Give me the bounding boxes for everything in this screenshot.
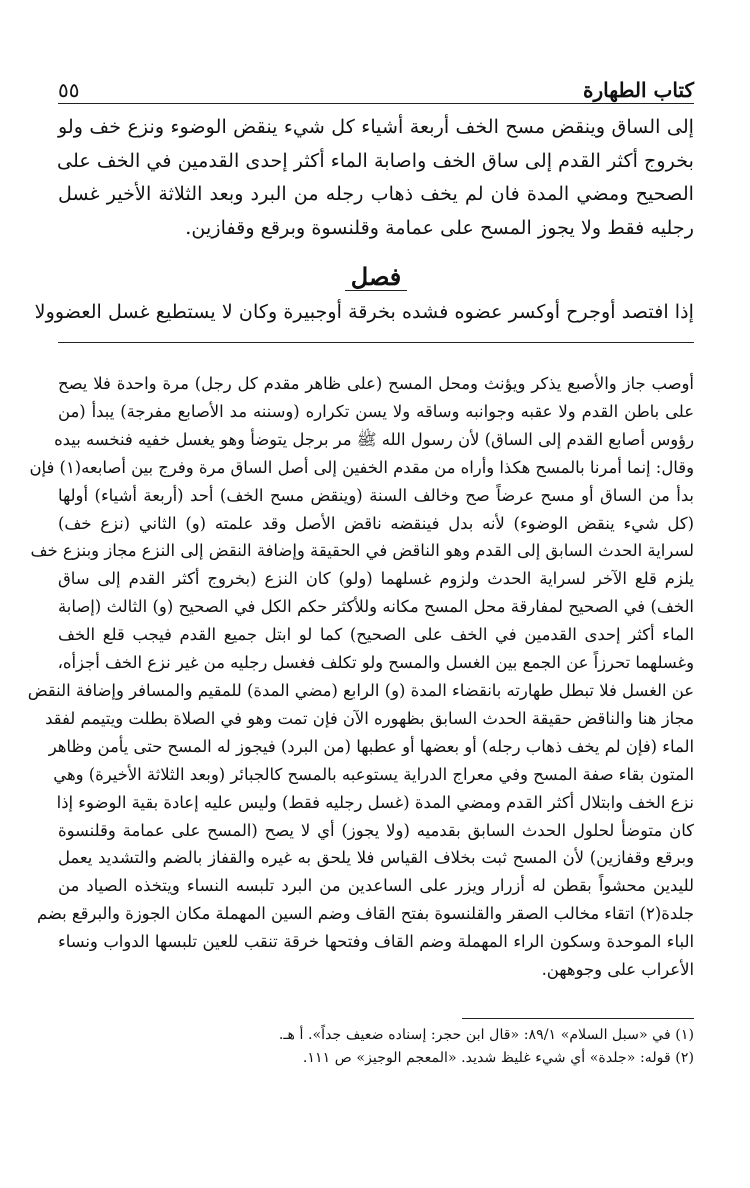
- sharh-line: عن الغسل فلا تبطل طهارته بانقضاء المدة (و) الرابع (مضي المدة) للمقيم والمسافر وإضافة النقض: [27, 680, 694, 700]
- sharh-text: [27, 370, 694, 984]
- footnote: (١) في «سبل السلام» ٨٩/١: «قال ابن حجر: إسناده ضعيف جداً». أ هـ.: [278, 1027, 694, 1043]
- sharh-line: مجاز هنا والناقض حقيقة الحدث السابق بظهوره الآن فإن تمت وهو في الصلاة بطلت ويتيمم لفقد: [45, 708, 694, 728]
- sharh-line: الأعراب على وجوههن.: [541, 960, 694, 980]
- sharh-line: كان متوضأ لحلول الحدث السابق بقدميه (ولا يجوز) أي لا يصح (المسح على عمامة وقلنسوة: [58, 820, 694, 840]
- matn-sharh-separator: [58, 342, 694, 343]
- matn-line: رجليه فقط ولا يجوز المسح على عمامة وقلنسوة وبرقع وقفازين.: [185, 215, 694, 239]
- sharh-line: يلزم قلع الآخر لسراية الحدث ولزوم غسلهما (ولو) كان النزع (بخروج أكثر القدم إلى ساق: [58, 569, 694, 589]
- footnote-rule: [462, 1018, 694, 1019]
- book-title: كتاب الطهارة: [583, 78, 694, 102]
- page-number: ٥٥: [58, 78, 80, 102]
- matn-line: الصحيح ومضي المدة فان لم يخف ذهاب رجله من البرد وبعد الثلاثة الأخير غسل: [58, 182, 694, 206]
- matn-line: إلى الساق وينقض مسح الخف أربعة أشياء كل شيء ينقض الوضوء ونزع خف ولو: [58, 115, 694, 138]
- sharh-line: المتون بقاء صفة المسح وفي معراج الدراية يستوعبه بالمسح كالجبائر (وبعد الثلاثة الأخيرة) وهي: [53, 764, 694, 784]
- sharh-line: الماء أكثر إحدى القدمين في الخف على الصحيح) كما لو ابتل جميع القدم فيجب قلع الخف: [58, 625, 694, 645]
- sharh-line: أوصب جاز والأصبع يذكر ويؤنث ومحل المسح (على ظاهر مقدم كل رجل) مرة واحدة فلا يصح: [58, 374, 694, 393]
- section-subheading: إذا افتصد أوجرح أوكسر عضوه فشده بخرقة أوجبيرة وكان لا يستطيع غسل العضوولا: [34, 300, 694, 323]
- section-heading-underline: [345, 290, 407, 291]
- sharh-line: وقال: إنما أمرنا بالمسح هكذا وأراه من مقدم الخفين إلى أصل الساق مرة وفرج بين أصابعه(١) فإن: [29, 457, 694, 477]
- sharh-line: رؤوس أصابع القدم إلى الساق) لأن رسول الله ﷺ مر برجل يتوضأ وهو يغسل خفيه فنخسه بيده: [54, 429, 694, 449]
- sharh-line: لليدين محشواً بقطن له أزرار ويزر على الساعدين من البرد تلبسه النساء ويتخذه الصياد من: [58, 876, 694, 896]
- sharh-line: الماء (فإن لم يخف ذهاب رجله) أو بعضها أو عطبها (من البرد) فيجوز له المسح حتى يأمن وظاهر: [48, 736, 694, 756]
- footnotes: [58, 1024, 694, 1070]
- sharh-line: وبرقع وقفازين) لأن المسح ثبت بخلاف القياس فلا يلحق به غيره والقفاز بالضم والتشديد يعمل: [58, 848, 694, 868]
- sharh-line: جلدة(٢) اتقاء مخالب الصقر والقلنسوة بفتح القاف وضم السين المهملة مكان الجوزة والبرقع بضم: [36, 904, 694, 924]
- footnote: (٢) قوله: «جلدة» أي شيء غليظ شديد. «المعجم الوجيز» ص ١١١.: [302, 1050, 694, 1066]
- sharh-line: لسراية الحدث السابق إلى القدم وهو الناقض في الحقيقة وإضافة النقض إلى النزع مجاز وبنزع خف: [30, 541, 694, 561]
- sharh-line: وغسلهما تحرزاً عن الجمع بين الغسل والمسح ولو تكلف فغسل رجليه من غير نزع الخف أجزأه،: [57, 653, 694, 673]
- sharh-line: (كل شيء ينقض الوضوء) لأنه بدل فينقضه ناقض الأصل وقد علمته (و) الثاني (نزع خف): [58, 513, 694, 533]
- sharh-line: بدأ من الساق أو مسح عرضاً صح وخالف السنة (وينقض مسح الخف) أحد (أربعة أشياء) أولها: [58, 485, 694, 505]
- sharh-line: نزع الخف وابتلال أكثر القدم ومضي المدة (غسل رجليه فقط) وليس عليه إعادة بقية الوضوء إذا: [56, 792, 694, 812]
- sharh-line: الخف) في الصحيح لمفارقة محل المسح مكانه وللأكثر حكم الكل في الصحيح (و) الثالث (إصابة: [58, 597, 694, 617]
- matn-line: بخروج أكثر القدم إلى ساق الخف واصابة الماء أكثر إحدى القدمين في الخف على: [57, 148, 694, 172]
- sharh-line: على باطن القدم ولا عقبه وجوانبه وساقه ولا يسن تكراره (وسننه مد الأصابع مفرجة) يبدأ (من: [58, 401, 694, 421]
- page-header: [58, 66, 694, 102]
- sharh-line: الباء الموحدة وسكون الراء المهملة وضم القاف وفتحها خرقة تنقب للعين تلبسها الدواب ونساء: [58, 932, 694, 952]
- matn-text: [58, 110, 694, 244]
- header-rule: [58, 103, 694, 104]
- section-heading: فصل: [350, 262, 402, 291]
